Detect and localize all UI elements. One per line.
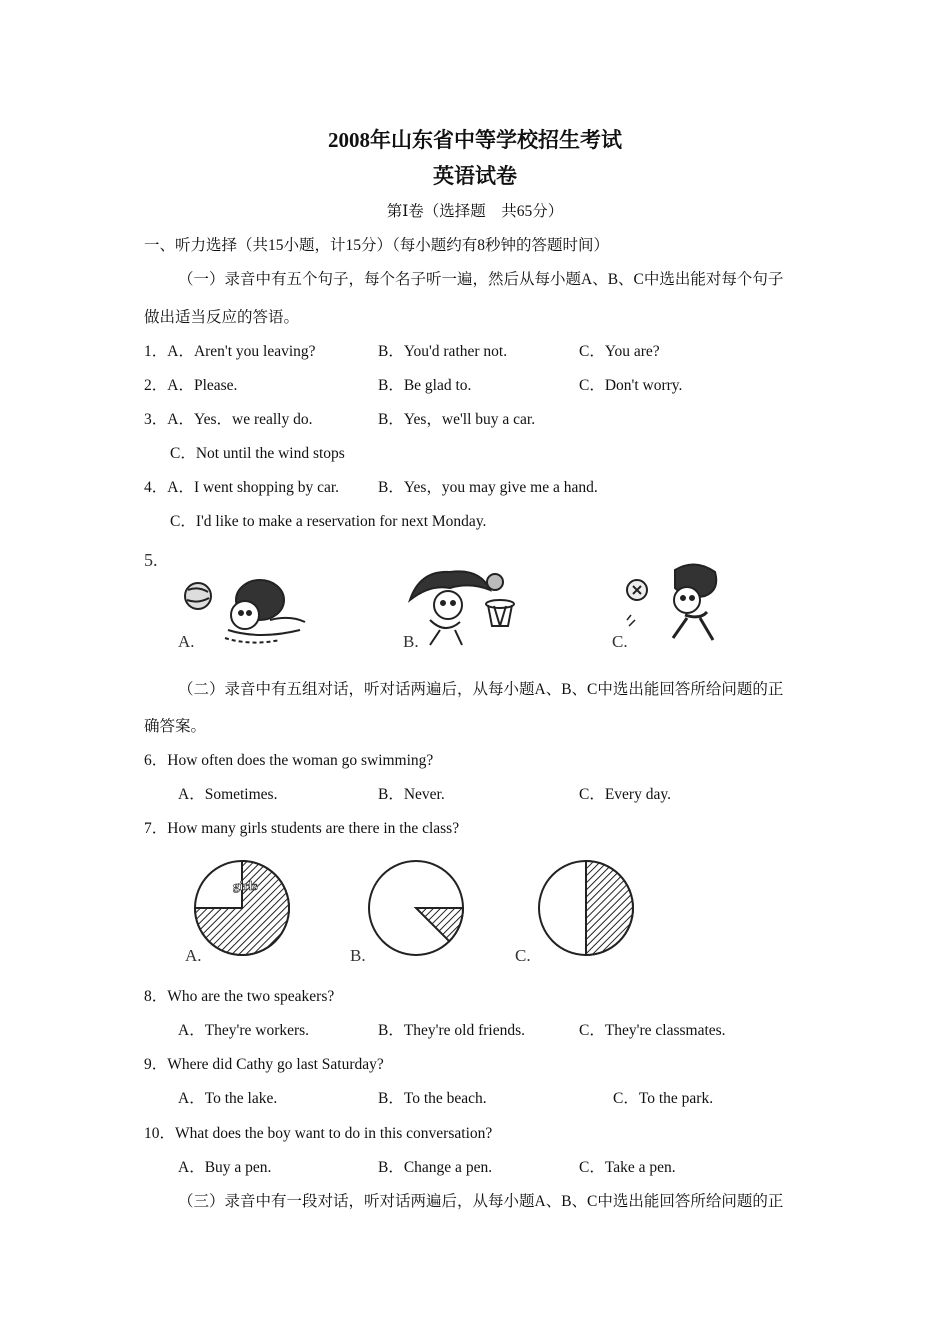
q8-option-a: A．They're workers.: [178, 1022, 310, 1039]
q8-option-b: B．They're old friends.: [378, 1022, 525, 1039]
q9-stem: 9．Where did Cathy go last Saturday?: [144, 1056, 384, 1073]
q5-pictures: [170, 560, 730, 655]
q1-option-a: 1．A．Aren't you leaving?: [144, 343, 316, 360]
q2-option-b: B．Be glad to.: [378, 377, 472, 394]
part1-intro-cont: 做出适当反应的答语。: [144, 309, 300, 326]
q7-label-c: C.: [515, 946, 531, 965]
q10-stem: 10．What does the boy want to do in this conversation?: [144, 1125, 493, 1142]
q5-label-b: B.: [403, 632, 419, 651]
pie-c: [539, 861, 633, 955]
q6-option-c: C．Every day.: [579, 786, 671, 803]
q3-option-b: B．Yes，we'll buy a car.: [378, 411, 536, 428]
basketball-picture: [410, 571, 514, 645]
q5-label-c: C.: [612, 632, 628, 651]
football-picture: [627, 564, 716, 640]
q6-option-a: A．Sometimes.: [178, 786, 278, 803]
pie-girls-slice: [586, 861, 633, 955]
pie-girls-label: girls: [233, 878, 258, 893]
q8-option-c: C．They're classmates.: [579, 1022, 726, 1039]
section-heading: 一、听力选择（共15小题，计15分）（每小题约有8秒钟的答题时间）: [144, 237, 610, 254]
q9-option-c: C．To the park.: [613, 1090, 714, 1107]
q4-option-a: 4．A．I went shopping by car.: [144, 479, 340, 496]
part1-intro: （一）录音中有五个句子，每个名子听一遍，然后从每小题A、B、C中选出能对每个句子: [178, 271, 784, 288]
part2-intro: （二）录音中有五组对话，听对话两遍后，从每小题A、B、C中选出能回答所给问题的正: [178, 681, 784, 698]
q10-option-a: A．Buy a pen.: [178, 1159, 272, 1176]
q4-option-c: C．I'd like to make a reservation for next Monday.: [170, 513, 487, 530]
q10-option-c: C．Take a pen.: [579, 1159, 676, 1176]
q7-stem: 7．How many girls students are there in the class?: [144, 820, 460, 837]
q7-pie-charts: [180, 850, 660, 970]
q7-label-a: A.: [185, 946, 202, 965]
q5-number: 5.: [144, 550, 158, 570]
pie-a: [195, 861, 289, 955]
q3-option-a: 3．A．Yes．we really do.: [144, 411, 313, 428]
q1-option-b: B．You'd rather not.: [378, 343, 508, 360]
q7-label-b: B.: [350, 946, 366, 965]
part2-intro-cont: 确答案。: [144, 718, 207, 735]
part3-intro: （三）录音中有一段对话，听对话两遍后，从每小题A、B、C中选出能回答所给问题的正: [178, 1193, 784, 1210]
swimming-picture: [185, 580, 305, 643]
exam-title: 2008年山东省中等学校招生考试: [328, 128, 622, 152]
pie-b: [369, 861, 463, 955]
q6-option-b: B．Never.: [378, 786, 445, 803]
q3-option-c: C．Not until the wind stops: [170, 445, 345, 462]
q9-option-a: A．To the lake.: [178, 1090, 278, 1107]
q5-label-a: A.: [178, 632, 195, 651]
q2-option-c: C．Don't worry.: [579, 377, 683, 394]
q10-option-b: B．Change a pen.: [378, 1159, 493, 1176]
q6-stem: 6．How often does the woman go swimming?: [144, 752, 434, 769]
q8-stem: 8．Who are the two speakers?: [144, 988, 335, 1005]
q9-option-b: B．To the beach.: [378, 1090, 487, 1107]
q2-option-a: 2．A．Please.: [144, 377, 238, 394]
volume-heading: 第Ⅰ卷（选择题 共65分）: [386, 203, 564, 220]
q4-option-b: B．Yes，you may give me a hand.: [378, 479, 598, 496]
q1-option-c: C．You are?: [579, 343, 660, 360]
exam-subtitle: 英语试卷: [433, 164, 517, 188]
